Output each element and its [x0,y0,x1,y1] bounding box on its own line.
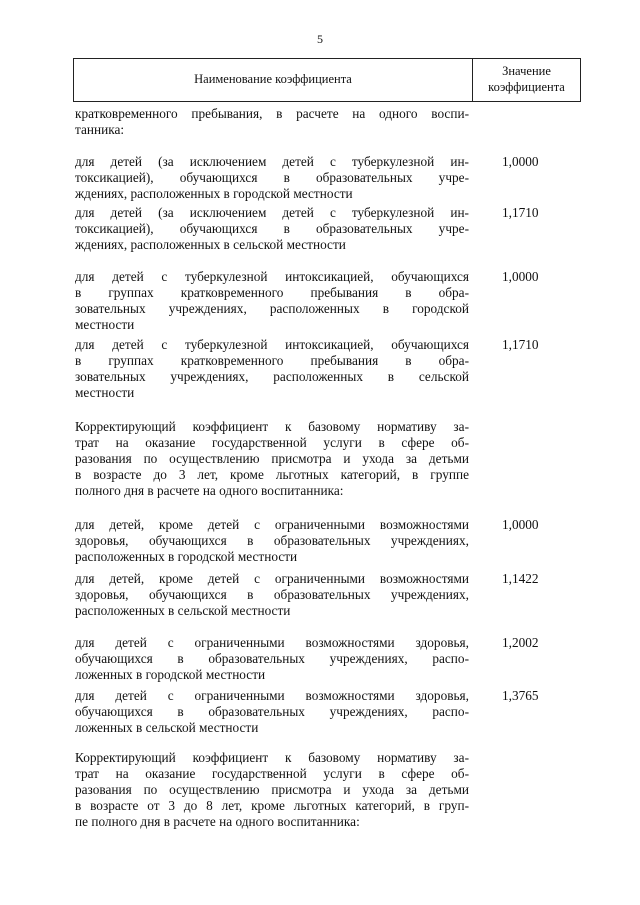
coefficient-value: 1,1422 [502,571,539,586]
text-line: для детей, кроме детей с ограниченными возможностями [75,517,469,532]
coefficient-value: 1,0000 [502,517,539,532]
page-number: 5 [317,32,323,46]
text-line: Корректирующий коэффициент к базовому нормативу за- [75,750,469,765]
text-line: для детей с ограниченными возможностями здоровья, [75,635,469,650]
text-line: в возрасте от 3 до 8 лет, кроме льготных категорий, в груп- [75,798,469,813]
text-line: трат на оказание государственной услуги в сфере об- [75,766,469,781]
coefficient-row [75,269,469,333]
coefficient-value-header-line2: коэффициента [488,80,565,94]
text-line: токсикацией), обучающихся в образовательных учре- [75,221,469,236]
coefficient-value: 1,3765 [502,688,539,703]
text-line: в группах кратковременного пребывания в обра- [75,353,469,368]
coefficient-value: 1,1710 [502,337,539,352]
text-line: ждениях, расположенных в сельской местности [75,237,346,252]
text-line: в группах кратковременного пребывания в обра- [75,285,469,300]
text-line: танника: [75,122,125,137]
text-line: расположенных в городской местности [75,549,298,564]
text-line: пе полного дня в расчете на одного воспитанника: [75,814,360,829]
text-line: здоровья, обучающихся в образовательных учреждениях, [75,533,469,548]
coefficient-row [75,688,469,736]
coefficient-value-header [473,63,580,95]
text-line: кратковременного пребывания, в расчете на одного воспи- [75,106,469,121]
text-line: для детей с ограниченными возможностями здоровья, [75,688,469,703]
text-line: для детей (за исключением детей с туберкулезной ин- [75,205,469,220]
coefficient-row [75,517,469,565]
text-line: ждениях, расположенных в городской местности [75,186,353,201]
text-line: зовательных учреждениях, расположенных в сельской [75,369,469,384]
text-line: местности [75,385,135,400]
intro-continuation [75,106,469,138]
text-line: Корректирующий коэффициент к базовому нормативу за- [75,419,469,434]
text-line: ложенных в сельской местности [75,720,259,735]
coefficient-row [75,635,469,683]
text-line: для детей с туберкулезной интоксикацией, обучающихся [75,269,469,284]
section-paragraph [75,750,469,830]
text-line: трат на оказание государственной услуги в сфере об- [75,435,469,450]
text-line: разования по осуществлению присмотра и ухода за детьми [75,451,469,466]
text-line: обучающихся в образовательных учреждениях, распо- [75,651,469,666]
coefficient-row [75,571,469,619]
coefficient-value: 1,0000 [502,154,539,169]
coefficient-row [75,205,469,253]
table-header [73,58,581,102]
text-line: для детей, кроме детей с ограниченными возможностями [75,571,469,586]
text-line: для детей с туберкулезной интоксикацией, обучающихся [75,337,469,352]
text-line: местности [75,317,135,332]
coefficient-name-header: Наименование коэффициента [194,72,352,86]
coefficient-value: 1,1710 [502,205,539,220]
section-paragraph [75,419,469,499]
text-line: в возрасте до 3 лет, кроме льготных категорий, в группе [75,467,469,482]
text-line: разования по осуществлению присмотра и ухода за детьми [75,782,469,797]
text-line: полного дня в расчете на одного воспитанника: [75,483,344,498]
coefficient-row [75,337,469,401]
coefficient-value: 1,0000 [502,269,539,284]
coefficient-value-header-line1: Значение [502,64,551,78]
coefficient-row [75,154,469,202]
coefficient-value: 1,2002 [502,635,539,650]
text-line: ложенных в городской местности [75,667,266,682]
text-line: расположенных в сельской местности [75,603,291,618]
text-line: зовательных учреждениях, расположенных в городской [75,301,469,316]
text-line: здоровья, обучающихся в образовательных учреждениях, [75,587,469,602]
text-line: для детей (за исключением детей с туберкулезной ин- [75,154,469,169]
text-line: токсикацией), обучающихся в образовательных учре- [75,170,469,185]
text-line: обучающихся в образовательных учреждениях, распо- [75,704,469,719]
